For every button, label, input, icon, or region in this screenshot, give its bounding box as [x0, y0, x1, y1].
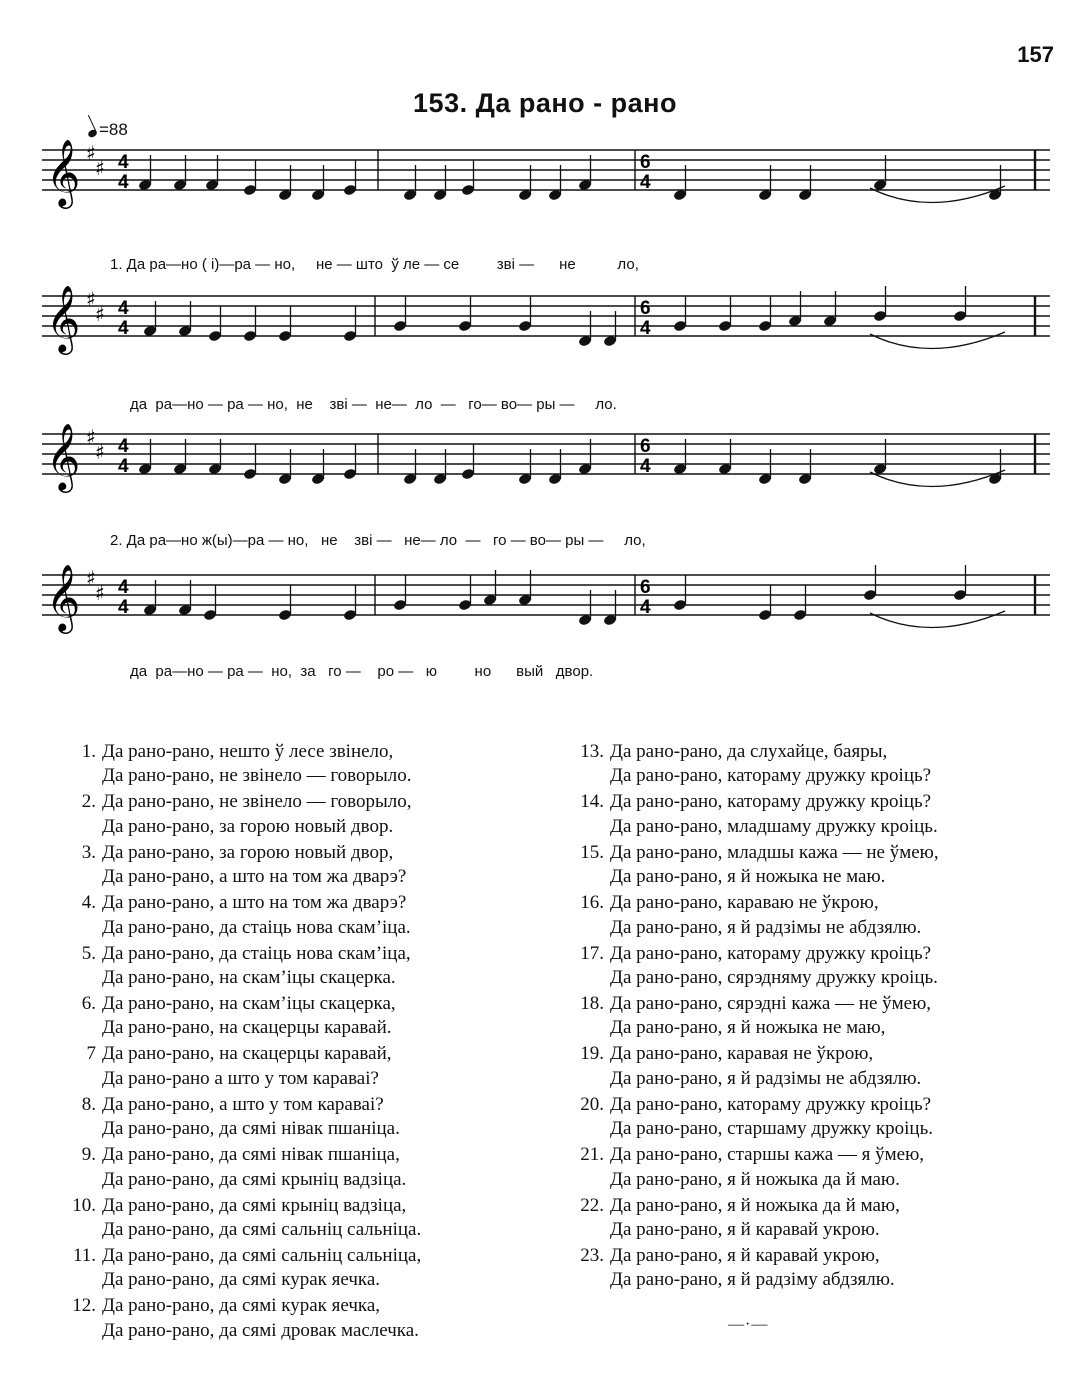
time-signature-digit: 4 [118, 436, 129, 457]
song-title: 153. Да рано - рано [413, 88, 677, 118]
verse-line: Да рано-рано, да стаіць нова скам’іца. [102, 916, 411, 938]
verse-number: 22. [580, 1194, 604, 1216]
verse-line: Да рано-рано, я й радзіму абдзялю. [610, 1269, 895, 1291]
staff-2 [0, 286, 1090, 406]
verse-line: Да рано-рано, на скацерцы каравай, [102, 1043, 392, 1065]
verse-number: 6. [81, 993, 96, 1015]
verse-number: 14. [580, 791, 604, 813]
sharp-icon: ♯ [86, 141, 96, 165]
verse-line: Да рано-рано, а што на том жа дварэ? [102, 866, 407, 888]
verse-line: Да рано-рано, младшаму дружку кроіць. [610, 815, 938, 837]
time-signature-digit: 4 [118, 577, 129, 598]
verse-line: Да рано-рано, я й ножыка да й маю. [610, 1168, 900, 1190]
verse [60, 891, 550, 940]
verse [60, 1244, 550, 1293]
verse [568, 1194, 1068, 1243]
time-signature-digit: 6 [640, 152, 651, 173]
time-signature-digit: 6 [640, 298, 651, 319]
quarter-note-icon [87, 128, 98, 138]
verse-line: Да рано-рано, я й каравай укрою. [610, 1219, 880, 1241]
verse [60, 740, 550, 789]
verse [568, 891, 1068, 940]
verse-line: Да рано-рано, за горою новый двор, [102, 841, 394, 863]
sharp-icon: ♯ [95, 440, 105, 464]
verse-number: 20. [580, 1093, 604, 1115]
verse-line: Да рано-рано, да стаіць нова скам’іца, [102, 942, 411, 964]
verse [568, 942, 1068, 991]
tempo-value: =88 [99, 120, 128, 139]
verse-line: Да рано-рано, караваю не ўкрою, [610, 892, 879, 914]
verse-number: 8. [81, 1093, 96, 1115]
verse-number: 23. [580, 1245, 604, 1267]
verse-line: Да рано-рано, да сямі курак яечка, [102, 1295, 381, 1317]
verse [568, 841, 1068, 890]
time-signature-digit: 4 [640, 172, 651, 193]
verse-line: Да рано-рано, катораму дружку кроіць? [610, 765, 932, 787]
sharp-icon: ♯ [86, 425, 96, 449]
staff-3 [0, 424, 1090, 544]
lyric-line-1: 1. Да ра—но ( і)—ра — но, не — што ў ле — се зві — не ло, [110, 256, 639, 273]
verse [60, 1143, 550, 1192]
verse-line: Да рано-рано, на скам’іцы скацерка. [102, 967, 396, 989]
verse-line: Да рано-рано, я й ножыка не маю. [610, 866, 886, 888]
verse-line: Да рано-рано, нешто ў лесе звінело, [102, 741, 394, 762]
time-signature-digit: 4 [640, 318, 651, 339]
verse [60, 841, 550, 890]
treble-clef-icon: 𝄞 [46, 424, 81, 490]
verse-line: Да рано-рано, да сямі сальніц сальніца. [102, 1219, 422, 1241]
tempo-marking [88, 120, 128, 140]
verse [60, 1093, 550, 1142]
verse-number: 12. [72, 1295, 96, 1317]
verse-line: Да рано-рано, да сямі крыніц вадзіца, [102, 1194, 407, 1216]
verse-number: 4. [81, 892, 96, 914]
verse [568, 1244, 1068, 1293]
time-signature-digit: 4 [118, 172, 129, 193]
verse-line: Да рано-рано, на скацерцы каравай. [102, 1017, 392, 1039]
verse [60, 1042, 550, 1091]
time-signature-digit: 6 [640, 577, 651, 598]
verse-number: 9. [81, 1144, 96, 1166]
verse-line: Да рано-рано, сярэдняму дружку кроіць. [610, 967, 938, 989]
verse-line: Да рано-рано, а што на том жа дварэ? [102, 892, 407, 914]
verse [60, 992, 550, 1041]
verse-number: 13. [580, 741, 604, 762]
verse [60, 1194, 550, 1243]
time-signature-digit: 4 [118, 318, 129, 339]
verse-number: 18. [580, 993, 604, 1015]
verse-line: Да рано-рано, старшаму дружку кроіць. [610, 1118, 934, 1140]
verse-line: Да рано-рано, я й каравай укрою, [610, 1245, 880, 1267]
verse-line: Да рано-рано, на скам’іцы скацерка, [102, 993, 396, 1015]
verse-line: Да рано-рано, катораму дружку кроіць? [610, 791, 932, 813]
slur [870, 332, 1005, 349]
treble-clef-icon: 𝄞 [46, 286, 81, 352]
verse-line: Да рано-рано, я й радзімы не абдзялю. [610, 1067, 922, 1089]
verse-number: 11. [72, 1245, 96, 1267]
staff-1 [0, 140, 1090, 260]
sharp-icon: ♯ [95, 156, 105, 180]
verse-line: Да рано-рано, катораму дружку кроіць? [610, 1093, 932, 1115]
time-signature-digit: 4 [640, 597, 651, 618]
verse-line: Да рано-рано, не звінело — говорыло, [102, 791, 412, 813]
verse-line: Да рано-рано, да сямі крыніц вадзіца. [102, 1168, 407, 1190]
verse-line: Да рано-рано, я й ножыка да й маю, [610, 1194, 900, 1216]
time-signature-digit: 4 [118, 597, 129, 618]
verse-line: Да рано-рано, да слухайце, баяры, [610, 741, 888, 762]
verse-line: Да рано-рано, сярэдні кажа — не ўмею, [610, 993, 932, 1015]
end-mark: —·— [728, 1316, 769, 1333]
lyric-line-3: 2. Да ра—но ж(ы)—ра — но, не зві — не— ло — го — во— ры — ло, [110, 532, 646, 549]
treble-clef-icon: 𝄞 [46, 565, 81, 631]
verse [568, 1093, 1068, 1142]
verse-line: Да рано-рано, да сямі нівак пшаніца, [102, 1144, 400, 1166]
verse-number: 10. [72, 1194, 96, 1216]
time-signature-digit: 4 [640, 456, 651, 477]
verse-line: Да рано-рано, да сямі дровак маслечка. [102, 1319, 419, 1341]
verse-number: 7 [86, 1043, 96, 1065]
slur [870, 611, 1005, 628]
time-signature-digit: 4 [118, 152, 129, 173]
time-signature-digit: 4 [118, 298, 129, 319]
verse [568, 1143, 1068, 1192]
verse-line: Да рано-рано, каравая не ўкрою, [610, 1043, 874, 1065]
verse-number: 17. [580, 942, 604, 964]
verse-number: 19. [580, 1043, 604, 1065]
sharp-icon: ♯ [86, 566, 96, 590]
verse-number: 5. [81, 942, 96, 964]
verse-number: 15. [580, 841, 604, 863]
verse-line: Да рано-рано, старшы кажа — я ўмею, [610, 1144, 925, 1166]
verse-line: Да рано-рано, а што у том караваі? [102, 1093, 384, 1115]
verse-line: Да рано-рано а што у том караваі? [102, 1067, 379, 1089]
verse-number: 3. [81, 841, 96, 863]
verse-number: 1. [81, 741, 96, 762]
lyric-line-4: да ра—но — ра — но, за го — ро — ю но вый двор. [130, 663, 594, 680]
verse-line: Да рано-рано, младшы кажа — не ўмею, [610, 841, 939, 863]
verse-line: Да рано-рано, да сямі сальніц сальніца, [102, 1245, 422, 1267]
verse [568, 1042, 1068, 1091]
verse-line: Да рано-рано, за горою новый двор. [102, 815, 394, 837]
treble-clef-icon: 𝄞 [46, 140, 81, 206]
time-signature-digit: 6 [640, 436, 651, 457]
verses-right-column [568, 740, 1068, 1294]
verse-line: Да рано-рано, я й радзімы не абдзялю. [610, 916, 922, 938]
verse [568, 790, 1068, 839]
verse-number: 21. [580, 1144, 604, 1166]
verse [568, 992, 1068, 1041]
verse-line: Да рано-рано, катораму дружку кроіць? [610, 942, 932, 964]
verse-line: Да рано-рано, да сямі нівак пшаніца. [102, 1118, 400, 1140]
sharp-icon: ♯ [86, 287, 96, 311]
verse-line: Да рано-рано, да сямі курак яечка. [102, 1269, 381, 1291]
slur [870, 470, 1005, 487]
verse-line: Да рано-рано, я й ножыка не маю, [610, 1017, 886, 1039]
verse [568, 740, 1068, 789]
verse [60, 790, 550, 839]
verse-number: 2. [81, 791, 96, 813]
verse [60, 942, 550, 991]
sharp-icon: ♯ [95, 581, 105, 605]
time-signature-digit: 4 [118, 456, 129, 477]
lyric-line-2: да ра—но — ра — но, не зві — не— ло — го— во— ры — ло. [130, 396, 617, 413]
page-number: 157 [1017, 42, 1054, 67]
verse-line: Да рано-рано, не звінело — говорыло. [102, 765, 412, 787]
verses-left-column [60, 740, 550, 1345]
verse [60, 1294, 550, 1343]
sharp-icon: ♯ [95, 302, 105, 326]
slur [870, 186, 1005, 203]
verse-number: 16. [580, 892, 604, 914]
